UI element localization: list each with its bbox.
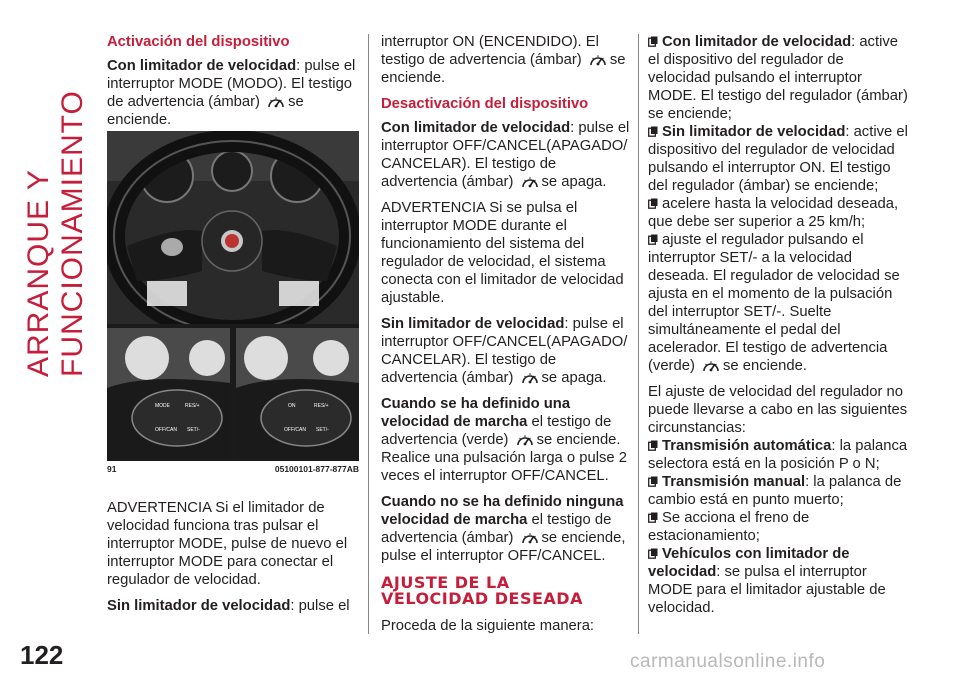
text: : pulse el interruptor MODE (MODO). El testigo de advertencia (ámbar) — [107, 58, 356, 110]
checkbox-bullet-icon — [648, 476, 658, 487]
list-item — [648, 33, 910, 123]
text: : pulse el — [290, 598, 350, 614]
bold-term: Con limitador de velocidad — [107, 58, 297, 74]
figure-caption — [107, 464, 359, 474]
text: se enciende. — [107, 94, 304, 128]
text: interruptor ON (ENCENDIDO). El testigo de advertencia (ámbar) — [381, 34, 599, 68]
checkbox-bullet-icon — [648, 234, 658, 245]
svg-text:ON: ON — [288, 403, 296, 409]
column-divider — [638, 34, 639, 634]
bold-term: Sin limitador de velocidad — [662, 124, 846, 140]
section-heading-line: AJUSTE DE LA — [381, 573, 510, 592]
text: se enciende. — [723, 358, 807, 374]
heading-deactivation: Desactivación del dispositivo — [381, 96, 589, 112]
checkbox-bullet-icon — [648, 440, 658, 451]
bold-term: Con limitador de velocidad — [662, 34, 852, 50]
bold-term: Cuando se ha definido una velocidad de marcha — [381, 396, 571, 430]
text: acelere hasta la velocidad deseada, que debe ser superior a 25 km/h; — [648, 196, 899, 230]
checkbox-bullet-icon — [648, 36, 658, 47]
paragraph — [381, 395, 631, 485]
list-item — [648, 509, 910, 545]
column-3 — [648, 33, 910, 617]
speedometer-lamp-icon — [520, 371, 540, 385]
text: : la palanca de cambio está en punto muerto; — [648, 474, 902, 508]
checkbox-bullet-icon — [648, 548, 658, 559]
figure-steering-wheel — [107, 131, 359, 461]
text: ajuste el regulador pulsando el interruptor SET/- a la velocidad deseada. El regulador de velocidad se ajusta en el momento de la pulsación del interruptor SET/-. Suelte simultáneamente el pedal del acelerador. El testigo de advertencia (verde) — [648, 232, 900, 374]
text: se enciende. — [381, 52, 626, 86]
bold-term: Sin limitador de velocidad — [107, 598, 291, 614]
paragraph — [381, 33, 631, 87]
speedometer-lamp-icon — [266, 95, 286, 109]
text: se apaga. — [541, 370, 607, 386]
page-number: 122 — [20, 640, 64, 670]
text: : active el dispositivo del regulador de velocidad pulsando el interruptor ON. El testigo del regulador (ámbar) se enciende; — [648, 124, 908, 194]
text: : pulse el interruptor OFF/CANCEL(APAGADO/ CANCELAR). El testigo de advertencia (ámbar) — [381, 316, 628, 386]
paragraph: Proceda de la siguiente manera: — [381, 618, 595, 634]
right-switch-closeup-image — [236, 328, 359, 459]
list-item — [648, 231, 910, 375]
list-item — [648, 195, 910, 231]
text: : pulse el interruptor OFF/CANCEL(APAGADO/ CANCELAR). El testigo de advertencia (ámbar) — [381, 120, 630, 190]
text: : la palanca selectora está en la posición P o N; — [648, 438, 908, 472]
paragraph — [107, 597, 359, 615]
bold-term: Sin limitador de velocidad — [381, 316, 565, 332]
text: se enciende. Realice una pulsación larga o pulse 2 veces el interruptor OFF/CANCEL. — [381, 432, 627, 484]
paragraph: El ajuste de velocidad del regulador no puede llevarse a cabo en las siguientes circunstancias: — [648, 384, 908, 436]
figure-code: 05100101-877-877AB — [274, 464, 359, 474]
speedometer-lamp-icon — [515, 433, 535, 447]
list-item — [648, 123, 910, 195]
paragraph — [107, 57, 359, 129]
text: el testigo de advertencia (verde) — [381, 414, 612, 448]
list-item — [648, 437, 910, 473]
paragraph: ADVERTENCIA Si el limitador de velocidad funciona tras pulsar el interruptor MODE, pulse de nuevo el interruptor MODE para conectar el regulador de velocidad. — [107, 500, 348, 588]
paragraph: ADVERTENCIA Si se pulsa el interruptor MODE durante el funcionamiento del sistema del regulador de velocidad, el sistema conecta con el limitador de velocidad ajustable. — [381, 200, 624, 306]
text: el testigo de advertencia (ámbar) — [381, 512, 612, 546]
svg-text:RES/+: RES/+ — [185, 403, 200, 409]
paragraph — [381, 315, 631, 387]
bold-term: Con limitador de velocidad — [381, 120, 571, 136]
watermark: carmanualsonline.info — [630, 651, 826, 672]
column-divider — [368, 34, 369, 634]
bold-term: Cuando no se ha definido ninguna velocidad de marcha — [381, 494, 624, 528]
svg-text:SET/-: SET/- — [187, 427, 200, 433]
speedometer-lamp-icon — [701, 359, 721, 373]
column-1 — [107, 33, 359, 137]
column-2 — [381, 33, 631, 643]
list-item — [648, 473, 910, 509]
left-switch-closeup-image — [107, 328, 230, 459]
column-1-lower — [107, 499, 359, 623]
speedometer-lamp-icon — [520, 531, 540, 545]
bold-term: Vehículos con limitador de velocidad — [648, 546, 850, 580]
heading-activation: Activación del dispositivo — [107, 34, 290, 50]
section-heading — [381, 575, 631, 607]
svg-text:OFF/CAN: OFF/CAN — [155, 427, 177, 433]
svg-text:SET/-: SET/- — [316, 427, 329, 433]
svg-text:RES/+: RES/+ — [314, 403, 329, 409]
text: se enciende, pulse el interruptor OFF/CANCEL. — [381, 530, 626, 564]
bold-term: Transmisión manual — [662, 474, 806, 490]
paragraph — [381, 493, 631, 565]
bold-term: Transmisión automática — [662, 438, 832, 454]
mode-label: MODE — [155, 403, 170, 409]
section-heading-line: VELOCIDAD DESEADA — [381, 589, 583, 608]
list-item — [648, 545, 910, 617]
checkbox-bullet-icon — [648, 126, 658, 137]
steering-wheel-image — [107, 131, 359, 324]
checkbox-bullet-icon — [648, 198, 658, 209]
paragraph — [381, 119, 631, 191]
text: : active el dispositivo del regulador de velocidad pulsando el interruptor MODE. El testigo del regulador (ámbar) se enciende; — [648, 34, 908, 122]
section-side-title: ARRANQUE Y FUNCIONAMIENTO — [22, 90, 89, 377]
text: : se pulsa el interruptor MODE para el limitador ajustable de velocidad. — [648, 564, 886, 616]
text: se apaga. — [541, 174, 607, 190]
speedometer-lamp-icon — [588, 53, 608, 67]
svg-text:OFF/CAN: OFF/CAN — [284, 427, 306, 433]
text: Se acciona el freno de estacionamiento; — [648, 510, 810, 544]
checkbox-bullet-icon — [648, 512, 658, 523]
speedometer-lamp-icon — [520, 175, 540, 189]
figure-number: 91 — [107, 464, 117, 474]
